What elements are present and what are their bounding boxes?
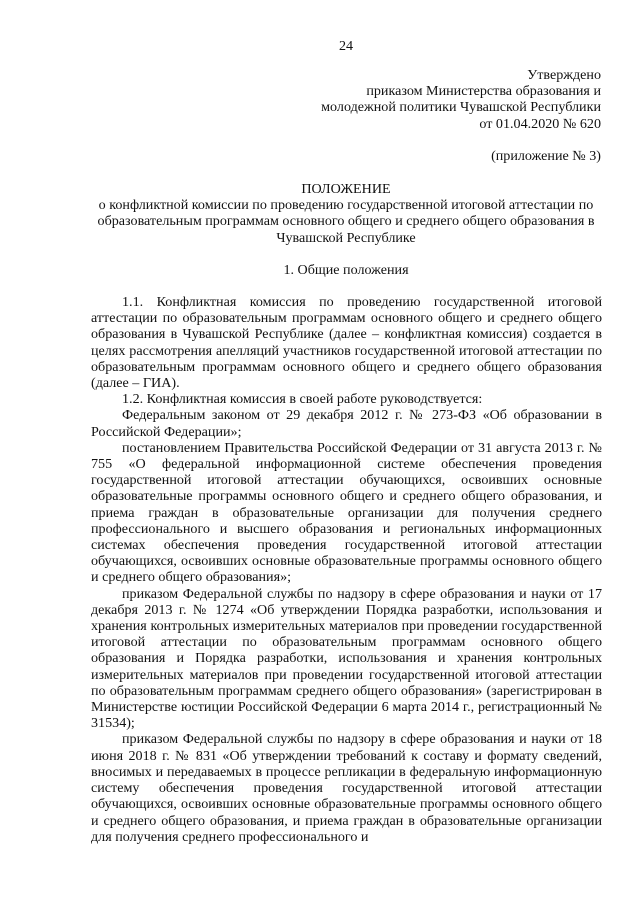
page-number: 24 xyxy=(338,38,354,54)
document-title-block xyxy=(91,181,601,246)
paragraph: 1.2. Конфликтная комиссия в своей работе руководствуется: xyxy=(122,391,483,408)
paragraph: постановлением Правительства Российской Федерации от 31 августа 2013 г. № 755 «О федеральной информационной системе обеспечения проведения государственной итоговой аттестации обучающихся, освоивших основные образовательные программы основного общего и среднего общего образования, и приема граждан в образовательные организации для получения среднего профессионального и высшего образования и региональных информационных системах обеспечения проведения государственной итоговой аттестации обучающихся, освоивших основные образовательные программы основного общего и среднего общего образования»; xyxy=(91,439,602,586)
approval-stamp-block xyxy=(321,67,601,132)
approval-line: приказом Министерства образования и xyxy=(366,83,601,100)
document-subtitle-line: Чувашской Республике xyxy=(276,229,416,246)
approval-line: молодежной политики Чувашской Республики xyxy=(321,99,601,116)
paragraph: приказом Федеральной службы по надзору в сфере образования и науки от 17 декабря 2013 г. № 1274 «Об утверждении Порядка разработки, использования и хранения контрольных измерительных материалов при проведении государственной итоговой аттестации по образовательным программам основного общего образования и Порядка разработки, использования и хранения контрольных измерительных материалов при проведении государственной итоговой аттестации по образовательным программам среднего общего образования» (зарегистрирован в Министерстве юстиции Российской Федерации 6 марта 2014 г., регистрационный № 31534); xyxy=(91,585,602,732)
paragraph: Федеральным законом от 29 декабря 2012 г. № 273-ФЗ «Об образовании в Российской Федерации»; xyxy=(91,407,602,440)
appendix-label: (приложение № 3) xyxy=(491,148,601,164)
section-heading: 1. Общие положения xyxy=(283,262,409,278)
paragraph: приказом Федеральной службы по надзору в сфере образования и науки от 18 июня 2018 г. № 831 «Об утверждении требований к составу и формату сведений, вносимых и передаваемых в процессе репликации в федеральную информационную систему обеспечения проведения государственной итоговой аттестации обучающихся, освоивших основные образовательные программы основного общего и среднего общего образования, и приема граждан в образовательные организации для получения среднего профессионального и xyxy=(91,731,602,845)
paragraph: 1.1. Конфликтная комиссия по проведению государственной итоговой аттестации по образовательным программам основного общего и среднего общего образования в Чувашской Республике (далее – конфликтная комиссия) создается в целях рассмотрения апелляций участников государственной итоговой аттестации по образовательным программам основного общего и среднего общего образования (далее – ГИА). xyxy=(91,294,602,392)
document-subtitle-line: образовательным программам основного общего и среднего общего образования в xyxy=(97,213,595,230)
approval-line: от 01.04.2020 № 620 xyxy=(479,115,601,132)
document-body xyxy=(91,294,602,845)
document-title: ПОЛОЖЕНИЕ xyxy=(301,181,391,197)
document-subtitle-line: о конфликтной комиссии по проведению государственной итоговой аттестации по xyxy=(98,197,594,214)
approval-line: Утверждено xyxy=(527,67,601,83)
